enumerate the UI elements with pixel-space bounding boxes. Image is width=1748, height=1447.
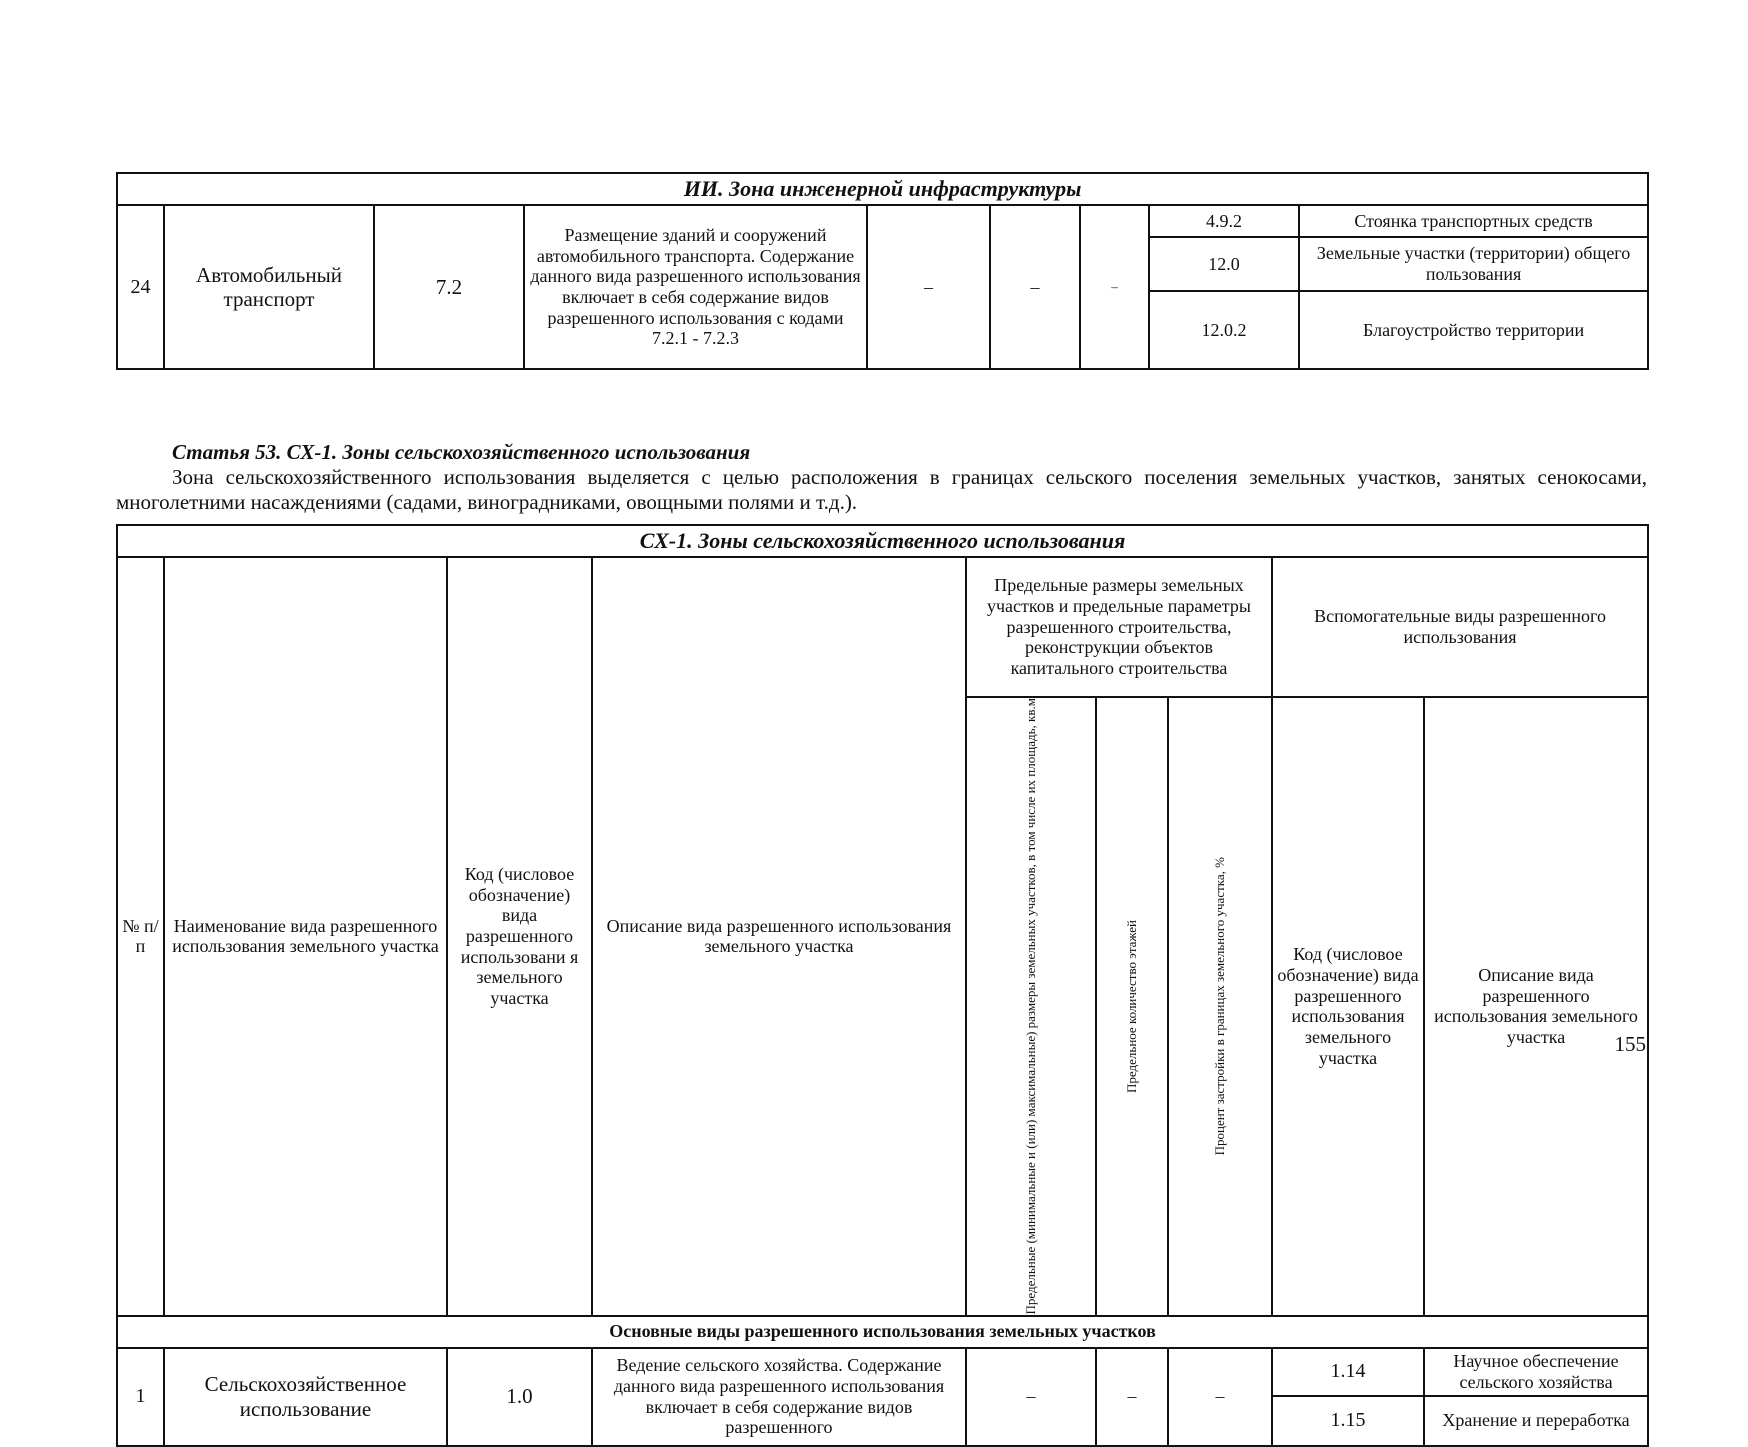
aux-code: 12.0	[1149, 237, 1299, 291]
use-type-description: Ведение сельского хозяйства. Содержание данного вида разрешенного использования включает в себя содержание видов разрешенного	[592, 1348, 966, 1446]
subheading: Основные виды разрешенного использования земельных участков	[117, 1316, 1648, 1348]
header-limit-size: Предельные (минимальные и (или) максимальные) размеры земельных участков, в том числе их площадь, кв.м	[1023, 698, 1039, 1315]
aux-code: 1.14	[1272, 1348, 1424, 1396]
param-size: –	[966, 1348, 1096, 1446]
header-number: № п/п	[117, 557, 164, 1316]
row-number: 1	[117, 1348, 164, 1446]
page-number: 155	[1614, 1032, 1646, 1056]
agricultural-zone-table	[116, 524, 1649, 1447]
aux-code: 12.0.2	[1149, 291, 1299, 369]
header-aux-description: Описание вида разрешенного использования земельного участка	[1424, 697, 1648, 1316]
param-size: –	[867, 205, 990, 369]
aux-description: Хранение и переработка	[1424, 1396, 1648, 1446]
aux-description: Научное обеспечение сельского хозяйства	[1424, 1348, 1648, 1396]
aux-description: Земельные участки (территории) общего пользования	[1299, 237, 1648, 291]
article-title: Статья 53. СХ-1. Зоны сельскохозяйственного использования	[172, 440, 751, 464]
header-limit-floors: Предельное количество этажей	[1124, 919, 1140, 1093]
table-title: СХ-1. Зоны сельскохозяйственного использования	[117, 525, 1648, 557]
header-name: Наименование вида разрешенного использования земельного участка	[164, 557, 447, 1316]
use-type-description: Размещение зданий и сооружений автомобильного транспорта. Содержание данного вида разрешенного использования включает в себя содержание видов разрешенного использования с кодами 7.2.1 - 7.2.3	[524, 205, 867, 369]
aux-description: Благоустройство территории	[1299, 291, 1648, 369]
aux-code: 4.9.2	[1149, 205, 1299, 237]
param-coverage: –	[1080, 205, 1149, 369]
use-type-code: 1.0	[447, 1348, 592, 1446]
aux-code: 1.15	[1272, 1396, 1424, 1446]
header-limits: Предельные размеры земельных участков и предельные параметры разрешенного строительства, реконструкции объектов капитального строительства	[966, 557, 1272, 697]
header-aux: Вспомогательные виды разрешенного использования	[1272, 557, 1648, 697]
header-code: Код (числовое обозначение) вида разрешенного использовани я земельного участка	[447, 557, 592, 1316]
param-floors: –	[1096, 1348, 1168, 1446]
header-description: Описание вида разрешенного использования земельного участка	[592, 557, 966, 1316]
table-title: ИИ. Зона инженерной инфраструктуры	[117, 173, 1648, 205]
use-type-code: 7.2	[374, 205, 524, 369]
article	[116, 440, 1647, 516]
header-aux-code: Код (числовое обозначение) вида разрешенного использования земельного участка	[1272, 697, 1424, 1316]
param-coverage: –	[1168, 1348, 1272, 1446]
header-limit-coverage: Процент застройки в границах земельного участка, %	[1212, 857, 1228, 1156]
param-floors: –	[990, 205, 1080, 369]
engineering-infrastructure-table	[116, 172, 1649, 370]
use-type-name: Автомобильный транспорт	[164, 205, 374, 369]
article-text: Зона сельскохозяйственного использования выделяется с целью расположения в границах сельского поселения земельных участков, занятых сенокосами, многолетними насаждениями (садами, виноградниками, овощными полями и т.д.).	[116, 465, 1647, 515]
use-type-name: Сельскохозяйственное использование	[164, 1348, 447, 1446]
aux-description: Стоянка транспортных средств	[1299, 205, 1648, 237]
row-number: 24	[117, 205, 164, 369]
